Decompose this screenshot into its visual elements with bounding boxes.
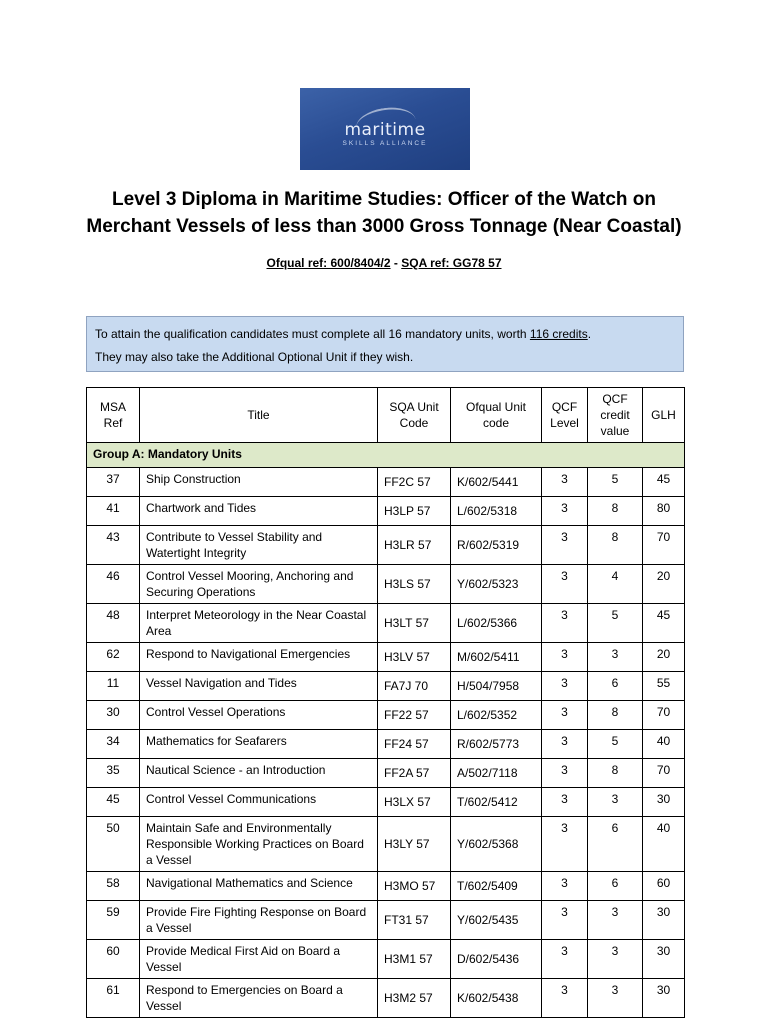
table-row [87,979,685,1018]
cell-title: Control Vessel Operations [140,701,378,730]
cell-glh: 40 [643,730,685,759]
table-header-row [87,388,685,443]
cell-ofqual-code: Y/602/5435 [451,901,542,940]
ref-separator: - [390,256,402,270]
ofqual-ref: Ofqual ref: 600/8404/2 [266,256,391,270]
cell-glh: 60 [643,872,685,901]
cell-glh: 80 [643,497,685,526]
cell-glh: 55 [643,672,685,701]
reference-line [0,256,768,270]
cell-qcf-credit: 8 [588,701,643,730]
cell-qcf-credit: 3 [588,643,643,672]
cell-qcf-credit: 3 [588,979,643,1018]
cell-title: Ship Construction [140,468,378,497]
cell-glh: 30 [643,788,685,817]
cell-glh: 45 [643,468,685,497]
note-line-1-suffix: . [587,327,592,341]
cell-qcf-level: 3 [542,604,588,643]
title-line-1: Level 3 Diploma in Maritime Studies: Officer of the Watch on [111,189,657,210]
cell-sqa-code: H3LR 57 [378,526,451,565]
cell-title: Vessel Navigation and Tides [140,672,378,701]
cell-sqa-code: FT31 57 [378,901,451,940]
cell-qcf-level: 3 [542,817,588,872]
cell-msa-ref: 61 [87,979,140,1018]
cell-title: Control Vessel Communications [140,788,378,817]
table-row [87,730,685,759]
cell-msa-ref: 62 [87,643,140,672]
cell-sqa-code: H3LV 57 [378,643,451,672]
cell-ofqual-code: L/602/5318 [451,497,542,526]
cell-title: Maintain Safe and Environmentally Responsible Working Practices on Board a Vessel [140,817,378,872]
title-line-2: Merchant Vessels of less than 3000 Gross Tonnage (Near Coastal) [86,216,682,237]
maritime-skills-alliance-logo [300,88,470,170]
cell-qcf-credit: 6 [588,817,643,872]
cell-sqa-code: FA7J 70 [378,672,451,701]
cell-qcf-level: 3 [542,730,588,759]
cell-qcf-credit: 4 [588,565,643,604]
cell-ofqual-code: M/602/5411 [451,643,542,672]
cell-sqa-code: FF2A 57 [378,759,451,788]
cell-msa-ref: 35 [87,759,140,788]
cell-sqa-code: FF24 57 [378,730,451,759]
cell-glh: 20 [643,565,685,604]
cell-ofqual-code: A/502/7118 [451,759,542,788]
cell-qcf-credit: 3 [588,940,643,979]
cell-sqa-code: H3LS 57 [378,565,451,604]
header-qcf-credit: QCF credit value [588,388,643,443]
cell-qcf-level: 3 [542,788,588,817]
cell-qcf-level: 3 [542,526,588,565]
table-row [87,788,685,817]
table-row [87,497,685,526]
cell-ofqual-code: Y/602/5323 [451,565,542,604]
table-row [87,940,685,979]
cell-qcf-level: 3 [542,872,588,901]
cell-msa-ref: 60 [87,940,140,979]
cell-sqa-code: H3M1 57 [378,940,451,979]
cell-qcf-level: 3 [542,643,588,672]
cell-msa-ref: 48 [87,604,140,643]
table-row [87,901,685,940]
cell-title: Nautical Science - an Introduction [140,759,378,788]
cell-glh: 70 [643,701,685,730]
cell-qcf-credit: 8 [588,497,643,526]
cell-qcf-level: 3 [542,701,588,730]
table-row [87,701,685,730]
cell-qcf-level: 3 [542,565,588,604]
cell-qcf-level: 3 [542,759,588,788]
table-row [87,817,685,872]
cell-ofqual-code: L/602/5366 [451,604,542,643]
cell-sqa-code: H3LY 57 [378,817,451,872]
cell-qcf-credit: 8 [588,759,643,788]
cell-glh: 40 [643,817,685,872]
cell-msa-ref: 46 [87,565,140,604]
cell-glh: 30 [643,901,685,940]
units-table [86,387,685,1018]
cell-msa-ref: 11 [87,672,140,701]
header-title: Title [140,388,378,443]
group-a-label: Group A: Mandatory Units [87,443,685,468]
cell-ofqual-code: T/602/5412 [451,788,542,817]
cell-glh: 70 [643,526,685,565]
document-title [40,186,728,240]
cell-ofqual-code: Y/602/5368 [451,817,542,872]
note-line-2: They may also take the Additional Optional Unit if they wish. [95,350,414,364]
cell-ofqual-code: R/602/5773 [451,730,542,759]
cell-sqa-code: FF2C 57 [378,468,451,497]
cell-ofqual-code: K/602/5438 [451,979,542,1018]
cell-qcf-credit: 5 [588,468,643,497]
cell-qcf-credit: 6 [588,872,643,901]
cell-ofqual-code: L/602/5352 [451,701,542,730]
header-sqa-code: SQA Unit Code [378,388,451,443]
table-row [87,872,685,901]
table-row [87,759,685,788]
cell-msa-ref: 34 [87,730,140,759]
cell-sqa-code: FF22 57 [378,701,451,730]
cell-title: Provide Fire Fighting Response on Board a Vessel [140,901,378,940]
header-qcf-level: QCF Level [542,388,588,443]
cell-title: Mathematics for Seafarers [140,730,378,759]
cell-title: Control Vessel Mooring, Anchoring and Securing Operations [140,565,378,604]
cell-msa-ref: 50 [87,817,140,872]
cell-title: Respond to Navigational Emergencies [140,643,378,672]
cell-sqa-code: H3M2 57 [378,979,451,1018]
cell-msa-ref: 41 [87,497,140,526]
cell-ofqual-code: D/602/5436 [451,940,542,979]
cell-glh: 30 [643,940,685,979]
cell-msa-ref: 58 [87,872,140,901]
cell-ofqual-code: R/602/5319 [451,526,542,565]
header-glh: GLH [643,388,685,443]
cell-msa-ref: 30 [87,701,140,730]
cell-glh: 70 [643,759,685,788]
cell-ofqual-code: T/602/5409 [451,872,542,901]
table-row [87,468,685,497]
cell-qcf-credit: 8 [588,526,643,565]
cell-glh: 30 [643,979,685,1018]
cell-qcf-level: 3 [542,497,588,526]
cell-sqa-code: H3LX 57 [378,788,451,817]
group-a-row [87,443,685,468]
table-row [87,604,685,643]
cell-title: Provide Medical First Aid on Board a Vessel [140,940,378,979]
cell-sqa-code: H3MO 57 [378,872,451,901]
table-row [87,672,685,701]
cell-msa-ref: 59 [87,901,140,940]
cell-qcf-level: 3 [542,901,588,940]
header-ofqual-code: Ofqual Unit code [451,388,542,443]
cell-ofqual-code: K/602/5441 [451,468,542,497]
logo-subtitle: SKILLS ALLIANCE [342,140,428,147]
logo-wordmark: maritime [344,120,426,140]
cell-qcf-level: 3 [542,468,588,497]
note-line-1-prefix: To attain the qualification candidates must complete all 16 mandatory units, worth [95,327,530,341]
sqa-ref: SQA ref: GG78 57 [401,256,502,270]
cell-sqa-code: H3LP 57 [378,497,451,526]
cell-qcf-credit: 3 [588,901,643,940]
note-credits: 116 credits [529,327,588,341]
cell-qcf-level: 3 [542,979,588,1018]
note-line-1 [95,323,675,346]
cell-qcf-level: 3 [542,672,588,701]
table-row [87,565,685,604]
cell-msa-ref: 45 [87,788,140,817]
table-row [87,526,685,565]
cell-msa-ref: 37 [87,468,140,497]
cell-glh: 45 [643,604,685,643]
cell-glh: 20 [643,643,685,672]
cell-sqa-code: H3LT 57 [378,604,451,643]
cell-qcf-credit: 5 [588,730,643,759]
cell-title: Navigational Mathematics and Science [140,872,378,901]
header-msa-ref: MSA Ref [87,388,140,443]
cell-ofqual-code: H/504/7958 [451,672,542,701]
cell-title: Respond to Emergencies on Board a Vessel [140,979,378,1018]
cell-title: Contribute to Vessel Stability and Watertight Integrity [140,526,378,565]
requirements-note [86,316,684,372]
cell-qcf-credit: 6 [588,672,643,701]
cell-qcf-credit: 3 [588,788,643,817]
cell-title: Interpret Meteorology in the Near Coastal Area [140,604,378,643]
cell-title: Chartwork and Tides [140,497,378,526]
cell-msa-ref: 43 [87,526,140,565]
table-row [87,643,685,672]
cell-qcf-level: 3 [542,940,588,979]
cell-qcf-credit: 5 [588,604,643,643]
